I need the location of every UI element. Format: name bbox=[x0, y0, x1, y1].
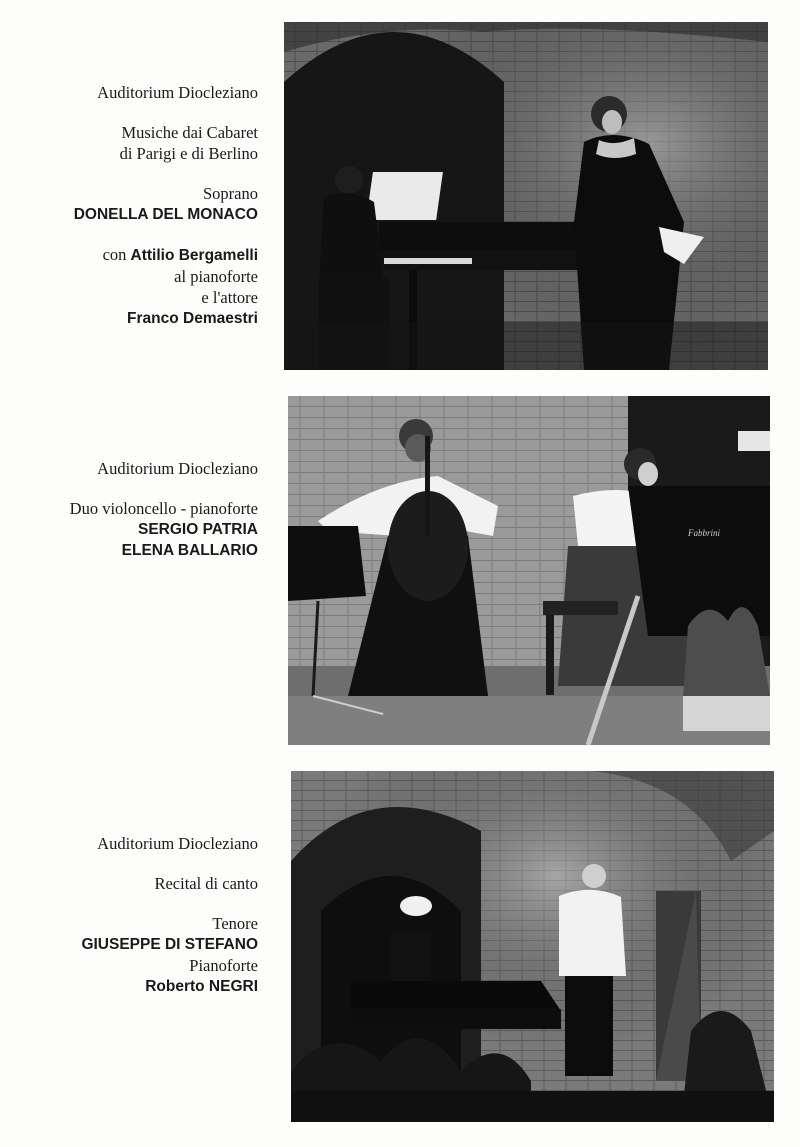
event-1-with-name: Attilio Bergamelli bbox=[130, 247, 258, 264]
event-1-photo bbox=[284, 22, 768, 370]
event-1-title-line1: Musiche dai Cabaret bbox=[121, 123, 258, 142]
event-3-performer: GIUSEPPE DI STEFANO bbox=[81, 936, 258, 953]
event-3-venue: Auditorium Diocleziano bbox=[97, 834, 258, 853]
event-1-venue: Auditorium Diocleziano bbox=[97, 83, 258, 102]
event-3-role: Tenore bbox=[212, 914, 258, 933]
event-2-photo bbox=[288, 396, 770, 745]
piano-brand: Fabbrini bbox=[688, 528, 721, 538]
event-1-role: Soprano bbox=[203, 184, 258, 203]
event-1-extra-name: Franco Demaestri bbox=[127, 310, 258, 327]
event-2-title: Duo violoncello - pianoforte bbox=[69, 499, 258, 518]
event-3-accomp-role: Pianoforte bbox=[189, 956, 258, 975]
event-2-caption bbox=[0, 458, 258, 561]
event-2-venue: Auditorium Diocleziano bbox=[97, 459, 258, 478]
event-3-caption bbox=[0, 833, 258, 997]
event-1-with-prefix: con bbox=[102, 245, 131, 264]
event-1-with-role: al pianoforte bbox=[174, 267, 258, 286]
event-3-title: Recital di canto bbox=[154, 874, 258, 893]
event-2-performer-1: SERGIO PATRIA bbox=[138, 521, 258, 538]
event-2-performer-2: ELENA BALLARIO bbox=[121, 542, 258, 559]
event-1-caption bbox=[0, 82, 258, 329]
event-3-accomp-name: Roberto NEGRI bbox=[145, 978, 258, 995]
event-1-title-line2: di Parigi e di Berlino bbox=[119, 144, 258, 163]
event-1-extra-role: e l'attore bbox=[201, 288, 258, 307]
event-1-performer: DONELLA DEL MONACO bbox=[73, 206, 258, 223]
event-3-photo bbox=[291, 771, 774, 1122]
